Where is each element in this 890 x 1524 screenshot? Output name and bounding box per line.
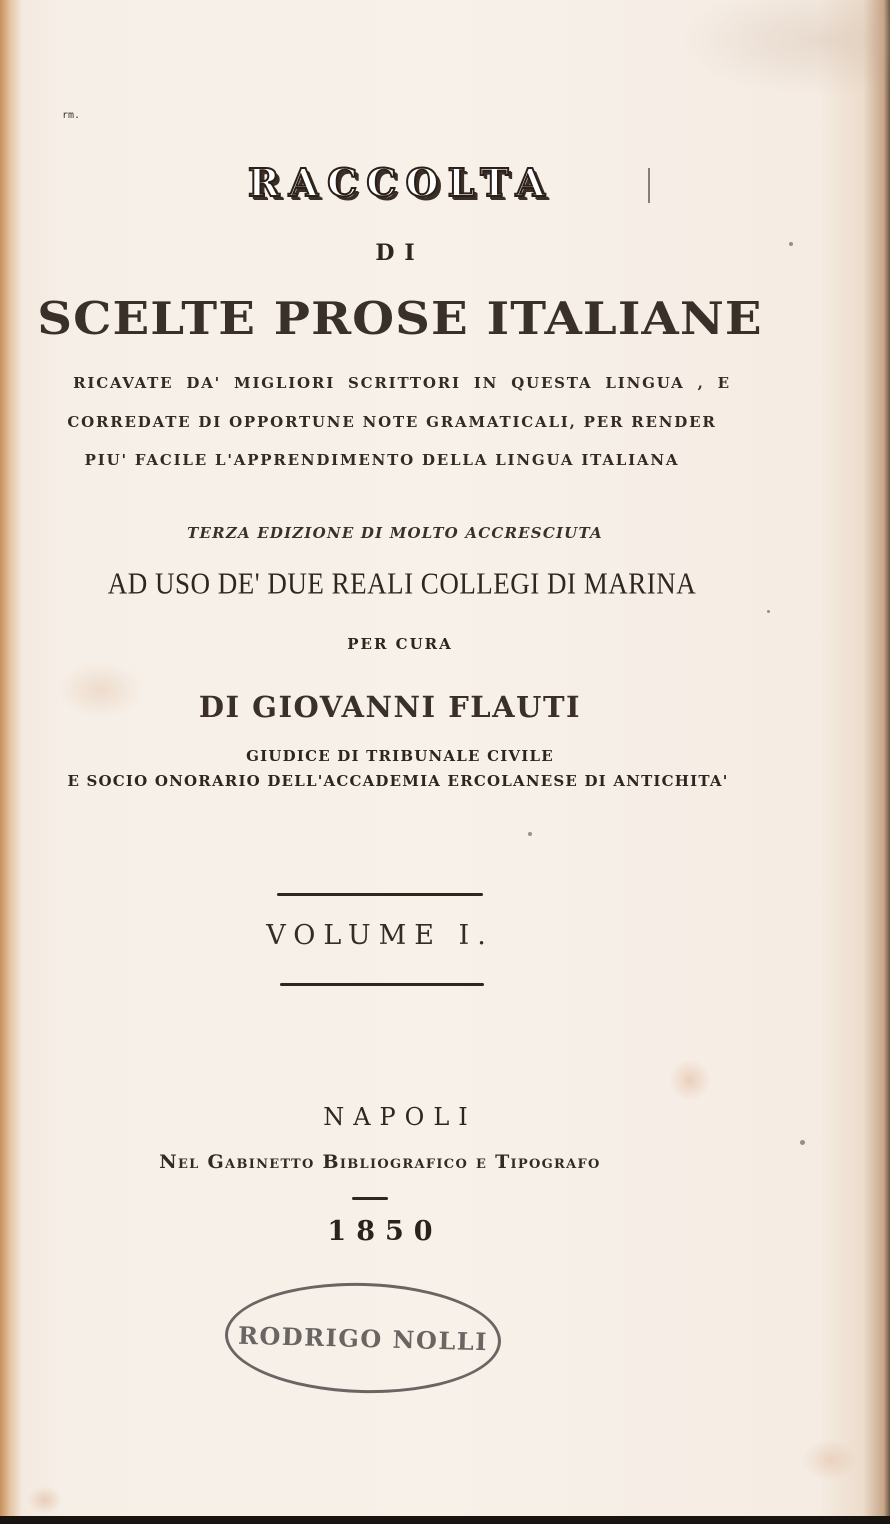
subtitle-line-3: PIU' FACILE L'APPRENDIMENTO DELLA LINGUA ITALIANA [84,451,680,469]
subtitle-line-2: CORREDATE DI OPPORTUNE NOTE GRAMATICALI, PER RENDER [67,413,717,431]
foxing-spot [789,242,793,246]
volume-number: VOLUME I. [266,920,494,951]
foxing-spot [800,1140,805,1145]
volume-rule-bottom [280,983,484,986]
editor-prefix: PER CURA [347,635,453,653]
title-connector: DI [375,240,425,266]
subtitle-line-1: RICAVATE DA' MIGLIORI SCRITTORI IN QUESTA LINGUA , E [73,374,731,392]
editor-name: DI GIOVANNI FLAUTI [198,690,582,724]
edition-statement: TERZA EDIZIONE DI MOLTO ACCRESCIUTA [187,524,603,542]
owner-stamp-text: RODRIGO NOLLI [237,1320,489,1356]
margin-mark [648,168,650,203]
imprint-publisher: Nel Gabinetto Bibliografico e Tipografo [159,1151,601,1173]
editor-role-1: GIUDICE DI TRIBUNALE CIVILE [246,747,554,765]
foxing-spot [528,832,532,836]
imprint-city: NAPOLI [323,1103,477,1131]
main-title: SCELTE PROSE ITALIANE [37,292,763,345]
owner-stamp [224,1279,503,1396]
editor-role-2: E SOCIO ONORARIO DELL'ACCADEMIA ERCOLANESE DI ANTICHITA' [67,772,729,790]
stray-ink-mark: rm. [62,110,81,121]
imprint-year: 1850 [327,1216,443,1247]
ornate-title: RACCOLTA [248,160,554,205]
volume-rule-top [277,893,483,896]
foxing-spot [767,610,770,613]
use-statement: AD USO DE' DUE REALI COLLEGI DI MARINA [107,565,697,601]
imprint-rule [352,1197,388,1200]
